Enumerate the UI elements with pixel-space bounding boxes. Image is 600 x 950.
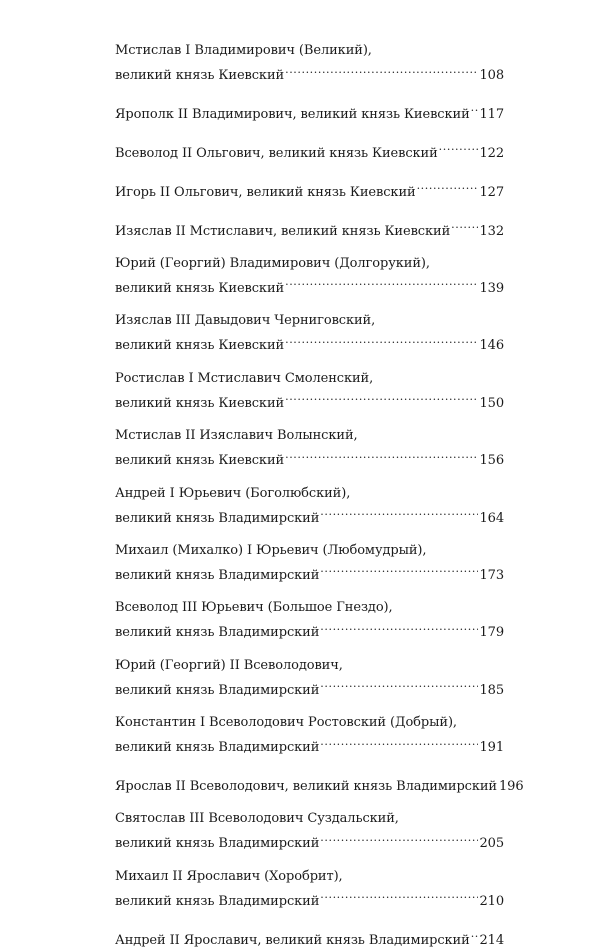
toc-entry[interactable]	[115, 427, 504, 471]
toc-page-number: 127	[479, 184, 504, 200]
toc-page-number: 191	[479, 740, 504, 756]
toc-entry-title-end: великий князь Владимирский	[115, 625, 320, 641]
dot-leader	[320, 503, 478, 522]
dot-leader	[417, 177, 479, 196]
toc-entry-title-end: великий князь Владимирский	[115, 567, 320, 583]
toc-entry-title-line: Мстислав II Изяславич Волынский,	[115, 428, 358, 444]
toc-entry-last-line	[115, 675, 504, 700]
dot-leader	[320, 829, 478, 848]
toc-entry-title-end: великий князь Киевский	[115, 280, 285, 296]
toc-entry-title-line: Михаил II Ярославич (Хоробрит),	[115, 868, 343, 884]
toc-entry-last-line	[115, 829, 504, 854]
dot-leader	[285, 331, 478, 350]
toc-entry-title-end: великий князь Киевский	[115, 453, 285, 469]
toc-entry-last-line	[115, 138, 504, 163]
toc-entry-title-end: великий князь Владимирский	[115, 740, 320, 756]
toc-entry[interactable]	[115, 485, 504, 529]
toc-entry-last-line	[115, 925, 504, 950]
toc-page-number: 173	[479, 567, 504, 583]
toc-entry-last-line	[115, 733, 504, 758]
toc-entry-last-line	[115, 446, 504, 471]
toc-entry[interactable]	[115, 370, 504, 414]
toc-entry[interactable]	[115, 177, 504, 202]
toc-entry[interactable]	[115, 714, 504, 758]
toc-entry-last-line	[115, 331, 504, 356]
toc-entry-title-line: Константин I Всеволодович Ростовский (Добрый),	[115, 715, 457, 731]
toc-entry-title-line: Юрий (Георгий) II Всеволодович,	[115, 657, 343, 673]
toc-entry-last-line	[115, 99, 504, 124]
dot-leader	[471, 99, 479, 118]
toc-entry[interactable]	[115, 99, 504, 124]
dot-leader	[285, 388, 478, 407]
toc-page-number: 196	[499, 778, 524, 794]
toc-page-number: 179	[479, 625, 504, 641]
toc-entry[interactable]	[115, 868, 504, 912]
toc-entry[interactable]	[115, 138, 504, 163]
toc-page-number: 214	[479, 932, 504, 948]
toc-page-number: 210	[479, 893, 504, 909]
toc-page-number: 146	[479, 338, 504, 354]
toc-entry-title-end: Игорь II Ольгович, великий князь Киевский	[115, 184, 416, 200]
dot-leader	[320, 618, 478, 637]
dot-leader	[320, 560, 478, 579]
toc-entry-last-line	[115, 216, 504, 241]
toc-entry-title-line: Всеволод III Юрьевич (Большое Гнездо),	[115, 600, 393, 616]
toc-page-number: 139	[479, 280, 504, 296]
toc-entry[interactable]	[115, 312, 504, 356]
toc-entry-title-end: великий князь Владимирский	[115, 510, 320, 526]
toc-entry-title-line: Изяслав III Давыдович Черниговский,	[115, 313, 376, 329]
toc-entry-title-end: Ярослав II Всеволодович, великий князь Владимирский	[115, 778, 497, 794]
toc-entry-title-end: Изяслав II Мстиславич, великий князь Киевский	[115, 223, 451, 239]
toc-entry-title-line: Андрей I Юрьевич (Боголюбский),	[115, 485, 351, 501]
dot-leader	[451, 216, 478, 235]
toc-entry-last-line	[115, 388, 504, 413]
toc-entry[interactable]	[115, 255, 504, 299]
toc-page-number: 117	[479, 106, 504, 122]
toc-entry[interactable]	[115, 771, 524, 796]
dot-leader	[320, 886, 478, 905]
toc-entry[interactable]	[115, 599, 504, 643]
toc-entry-title-end: великий князь Владимирский	[115, 682, 320, 698]
toc-page-number: 164	[479, 510, 504, 526]
toc-entry-title-line: Мстислав I Владимирович (Великий),	[115, 43, 372, 58]
toc-page-number: 132	[479, 223, 504, 239]
toc-entry-last-line	[115, 886, 504, 911]
toc-entry[interactable]	[115, 216, 504, 241]
toc-entry-last-line	[115, 771, 524, 796]
toc-entry-title-end: великий князь Владимирский	[115, 836, 320, 852]
toc-entry-title-end: Андрей II Ярославич, великий князь Владимирский	[115, 932, 470, 948]
toc-entry[interactable]	[115, 42, 504, 86]
toc-entry-title-end: Всеволод II Ольгович, великий князь Киевский	[115, 145, 438, 161]
toc-page-number: 122	[479, 145, 504, 161]
toc-entry[interactable]	[115, 657, 504, 701]
toc-entry-title-line: Святослав III Всеволодович Суздальский,	[115, 811, 399, 827]
dot-leader	[439, 138, 479, 157]
toc-entry-title-line: Ростислав I Мстиславич Смоленский,	[115, 370, 374, 386]
toc-page-number: 156	[479, 453, 504, 469]
toc-entry-title-end: Ярополк II Владимирович, великий князь Киевский	[115, 106, 470, 122]
toc-entry-last-line	[115, 503, 504, 528]
toc-entry[interactable]	[115, 542, 504, 586]
dot-leader	[320, 675, 478, 694]
toc-page-number: 150	[479, 395, 504, 411]
dot-leader	[285, 273, 478, 292]
toc-entry-title-line: Михаил (Михалко) I Юрьевич (Любомудрый),	[115, 542, 427, 558]
toc-entry-last-line	[115, 618, 504, 643]
toc-entry[interactable]	[115, 810, 504, 854]
toc-page-number: 108	[479, 68, 504, 83]
toc-entry-title-line: Юрий (Георгий) Владимирович (Долгорукий),	[115, 255, 430, 271]
toc-page-number: 205	[479, 836, 504, 852]
dot-leader	[471, 925, 479, 944]
toc-entry-last-line	[115, 273, 504, 298]
toc-entry-title-end: великий князь Владимирский	[115, 893, 320, 909]
toc-page-number: 185	[479, 682, 504, 698]
toc-entry-title-end: великий князь Киевский	[115, 68, 285, 83]
table-of-contents	[115, 42, 524, 950]
dot-leader	[285, 446, 478, 465]
toc-entry-title-end: великий князь Киевский	[115, 395, 285, 411]
toc-entry-last-line	[115, 177, 504, 202]
dot-leader	[320, 733, 478, 752]
toc-entry[interactable]	[115, 925, 504, 950]
toc-entry-last-line	[115, 61, 504, 86]
toc-entry-title-end: великий князь Киевский	[115, 338, 285, 354]
toc-entry-last-line	[115, 560, 504, 585]
dot-leader	[285, 61, 478, 80]
